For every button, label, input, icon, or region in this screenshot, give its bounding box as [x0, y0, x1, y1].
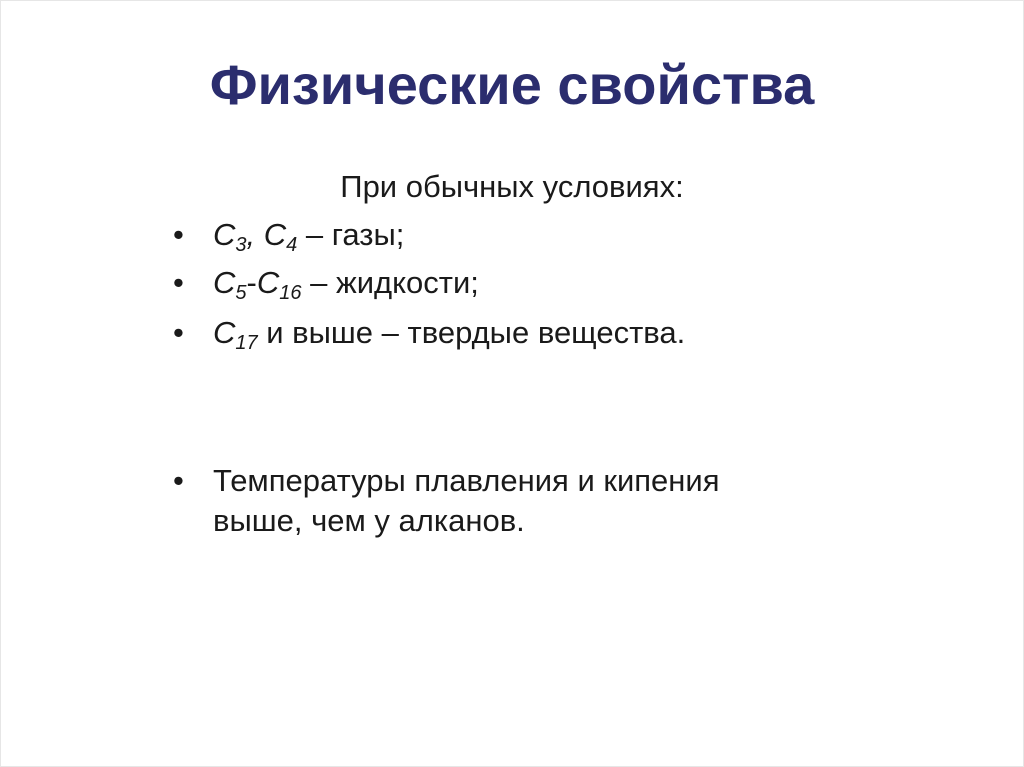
formula-separator: , — [246, 217, 264, 252]
formula-carbon: C — [213, 217, 236, 252]
bullet-text — [213, 215, 404, 255]
formula-carbon: C — [213, 315, 236, 350]
formula-subscript: 17 — [235, 332, 258, 354]
bullet-description: – газы; — [297, 217, 405, 252]
bullet-text — [213, 313, 685, 353]
temperature-note: Температуры плавления и кипения выше, чем у алканов. — [213, 463, 720, 538]
bullet-description: и выше – твердые вещества. — [257, 315, 686, 350]
formula-subscript: 16 — [279, 282, 302, 304]
bullet-icon: • — [173, 217, 184, 252]
formula-subscript: 5 — [235, 282, 247, 304]
bullet-description: – жидкости; — [301, 265, 479, 300]
bullet-icon: • — [173, 265, 184, 300]
formula-carbon: C — [256, 265, 280, 300]
bullet-text — [213, 263, 479, 303]
formula-carbon: C — [263, 217, 287, 252]
formula-subscript: 4 — [286, 234, 298, 256]
formula-carbon: C — [213, 265, 236, 300]
bullet-icon: • — [173, 463, 184, 498]
intro-text: При обычных условиях: — [340, 169, 684, 204]
formula-subscript: 3 — [235, 234, 247, 256]
bullet-icon: • — [173, 315, 184, 350]
formula-separator: - — [246, 265, 257, 300]
slide-title: Физические свойства — [209, 53, 815, 116]
